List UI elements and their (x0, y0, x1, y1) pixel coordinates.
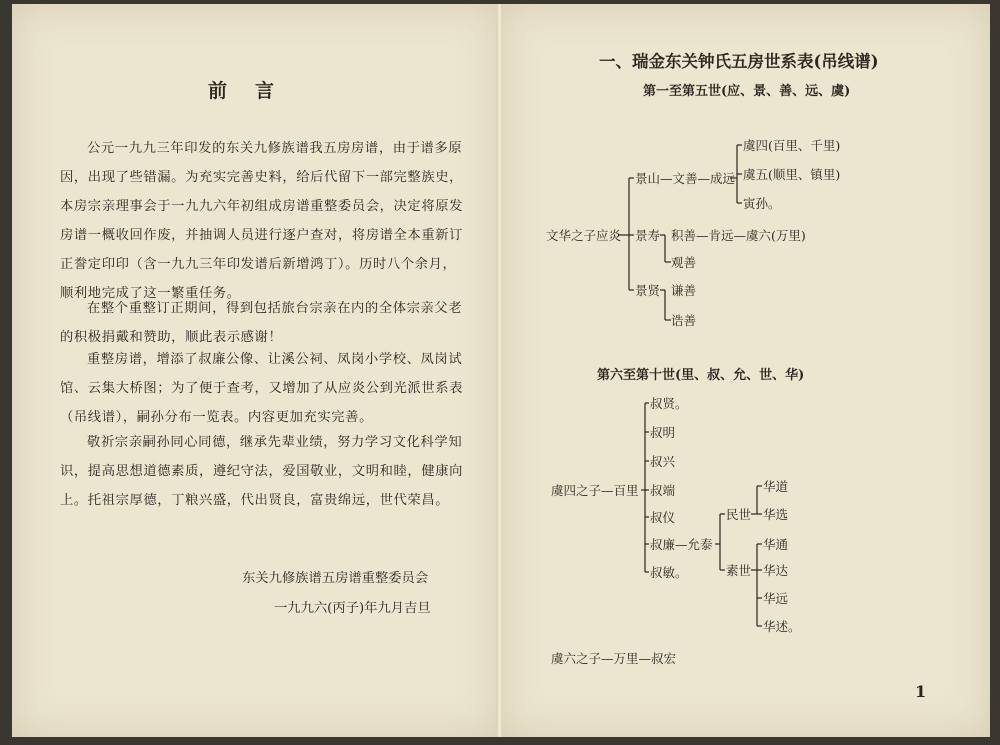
node-hua-tong: 华通 (763, 537, 789, 552)
lineage-chart-title: 一、瑞金东关钟氏五房世系表(吊线谱) (599, 52, 879, 71)
node-gaoshan: 诰善 (671, 313, 697, 328)
left-page (12, 4, 499, 737)
node-shu-min: 叔敏。 (650, 565, 688, 580)
node-hua-shu: 华述。 (763, 619, 801, 634)
section-heading-gen-6-10: 第六至第十世(里、叔、允、世、华) (597, 368, 805, 383)
node-yin-sun: 寅孙。 (743, 196, 781, 211)
preface-title: 前言 (207, 80, 302, 102)
node-jingxian: 景贤 (635, 283, 661, 298)
preface-signer: 东关九修族谱五房谱重整委员会 (242, 571, 429, 586)
node-hua-dao: 华道 (763, 479, 789, 494)
node-jishan-chain: 积善—肯远—虞六(万里) (671, 228, 806, 243)
node-yu-si: 虞四(百里、千里) (743, 138, 841, 153)
node-shu-rui: 叔端 (650, 483, 676, 498)
node-guanshan: 观善 (671, 255, 697, 270)
node-su-shi: 素世 (726, 563, 752, 578)
node-root-yingyan: 文华之子应炎 (546, 228, 622, 243)
node-jingshan-chain: 景山—文善—成远 (635, 171, 736, 186)
node-shu-yi: 叔仪 (650, 510, 676, 525)
node-qianshan: 谦善 (671, 283, 697, 298)
preface-paragraph-1: 公元一九九三年印发的东关九修族谱我五房房谱，由于谱多原因，出现了些错漏。为充实完善史料，给后代留下一部完整族史，本房宗亲理事会于一九九六年初组成房谱重整委员会，决定将原发房谱一概收回作废，并抽调人员进行逐户查对，将房谱全本重新订正誊定印印（含一九九三年印发谱后新增鸿丁）。历时八个余月，顺利地完成了这一繁重任务。 (60, 141, 464, 301)
preface-paragraph-3: 重整房谱，增添了叔廉公像、让溪公祠、凤岗小学校、凤岗试馆、云集大桥图；为了便于查考，又增加了从应炎公到光派世系表（吊线谱），嗣孙分布一览表。内容更加充实完善。 (60, 352, 464, 425)
preface-date: 一九九六(丙子)年九月吉旦 (274, 601, 431, 616)
node-jingshou: 景寿 (635, 228, 661, 243)
node-shu-ming: 叔明 (650, 425, 676, 440)
node-hua-xuan: 华选 (763, 507, 789, 522)
node-shu-xian: 叔贤。 (650, 396, 688, 411)
page-number: 1 (915, 682, 927, 701)
right-page (501, 4, 990, 737)
node-hua-da: 华达 (763, 563, 789, 578)
node-hua-yuan: 华远 (763, 591, 789, 606)
node-yu-liu-chain: 虞六之子—万里—叔宏 (551, 651, 677, 666)
node-shu-xing: 叔兴 (650, 454, 676, 469)
node-shu-lian-chain: 叔廉—允泰 (650, 537, 713, 552)
preface-paragraph-4: 敬祈宗亲嗣孙同心同德，继承先辈业绩，努力学习文化科学知识，提高思想道德素质，遵纪守法，爱国敬业，文明和睦，健康向上。托祖宗厚德，丁粮兴盛，代出贤良，富贵绵远，世代荣昌。 (60, 435, 464, 508)
preface-paragraph-2: 在整个重整订正期间，得到包括旅台宗亲在内的全体宗亲父老的积极捐戴和赞助，顺此表示感谢！ (60, 301, 463, 345)
node-yu-wu: 虞五(顺里、镇里) (743, 167, 841, 182)
node-root-baili: 虞四之子—百里 (551, 483, 639, 498)
section-heading-gen-1-5: 第一至第五世(应、景、善、远、虞) (643, 84, 851, 99)
node-min-shi: 民世 (726, 507, 752, 522)
